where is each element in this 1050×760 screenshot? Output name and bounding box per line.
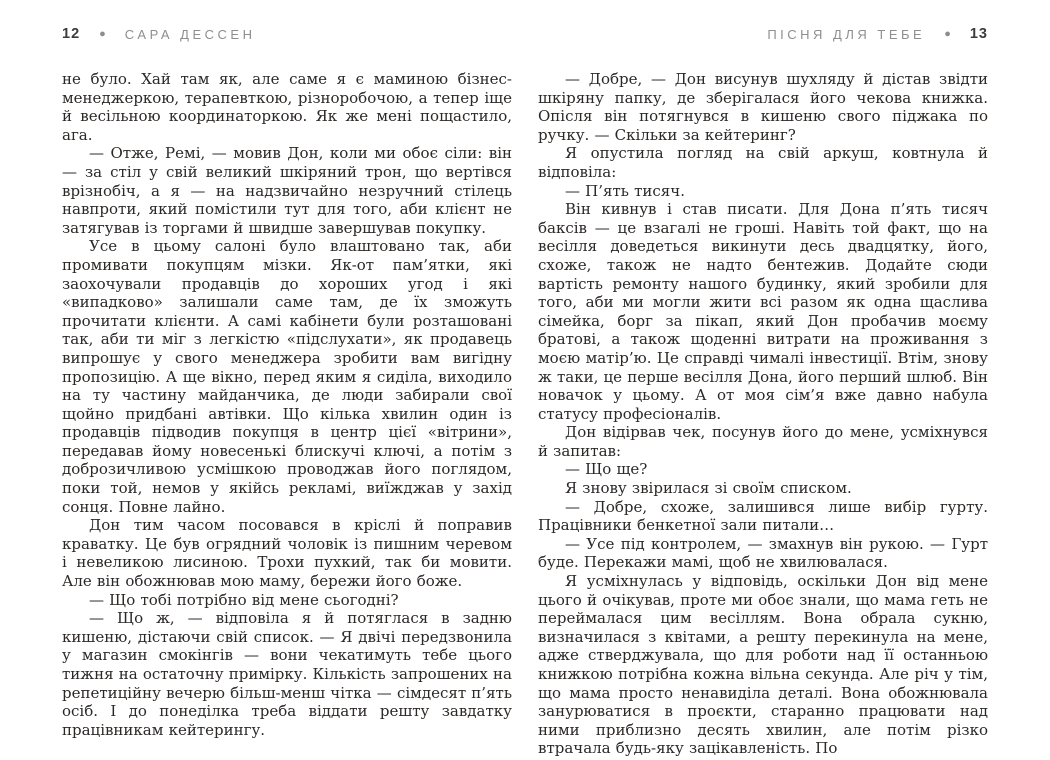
page-body-left <box>62 70 512 739</box>
page-right <box>538 26 988 760</box>
paragraph: Дон відірвав чек, посунув його до мене, усміхнувся й запитав: <box>538 423 988 460</box>
running-head-title: ПІСНЯ ДЛЯ ТЕБЕ <box>767 26 926 42</box>
paragraph: Я усміхнулась у відповідь, оскільки Дон від мене цього й очікував, проте ми обоє знали, що мама геть не переймалася цим весіллям. Вона обрала сукню, визначилася з квітами, а решту перекинула на мене, адже стверджувала, що для роботи над її останньою книжкою потрібна кожна вільна секунда. Але річ у тім, що мама просто ненавиділа деталі. Вона обожнювала занурюватися в проєкти, старанно працювати над ними приблизно десять хвилин, але потім різко втрачала будь-яку зацікавленість. По <box>538 572 988 758</box>
page-number-right: 13 <box>969 26 988 42</box>
page-left <box>62 26 512 760</box>
header-bullet-icon: ● <box>99 27 106 40</box>
paragraph: Я знову звірилася зі своїм списком. <box>565 479 852 498</box>
paragraph: не було. Хай там як, але саме я є маминою бізнес-менеджеркою, терапевткою, різноробочою, а тепер іще й весільною координаторкою. Як же мені пощастило, ага. <box>62 70 512 144</box>
page-number-left: 12 <box>62 26 81 42</box>
paragraph: Усе в цьому салоні було влаштовано так, аби промивати покупцям мізки. Як-от пам’ятки, які заохочували продавців до хороших угод і які «випадково» залишали саме там, де їх зможуть прочитати клієнти. А самі кабінети були розташовані так, аби ти міг з легкістю «підслухати», як продавець випрошує у свого менеджера зробити вам вигідну пропозицію. А ще вікно, перед яким я сиділа, виходило на ту частину майданчика, де люди забирали свої щойно придбані автівки. Що кілька хвилин один із продавців підводив покупця в центр цієї «вітрини», передавав йому новесенькі блискучі ключі, а потім з доброзичливою усмішкою проводжав його поглядом, поки той, немов у якійсь рекламі, виїжджав у захід сонця. Повне лайно. <box>62 237 512 516</box>
paragraph: — Добре, схоже, залишився лише вибір гурту. Працівники бенкетної зали питали… <box>538 497 988 535</box>
page-header-right <box>538 26 988 42</box>
running-head-author: САРА ДЕССЕН <box>124 26 256 42</box>
paragraph: Дон тим часом посовався в кріслі й поправив краватку. Це був огрядний чоловік із пишним черевом і невеликою лисиною. Трохи пухкий, так би мовити. Але він обожнював мою маму, бережи його боже. <box>62 516 512 591</box>
paragraph: — П’ять тисяч. <box>565 181 685 200</box>
paragraph: Я опустила погляд на свій аркуш, ковтнула й відповіла: <box>538 144 988 181</box>
paragraph: — Добре, — Дон висунув шухляду й дістав звідти шкіряну папку, де зберігалася його чекова книжка. Опісля він потягнувся в кишеню свого піджака по ручку. — Скільки за кейтеринг? <box>538 70 988 144</box>
paragraph: — Що ж, — відповіла я й потяглася в задню кишеню, дістаючи свій список. — Я двічі передзвонила у магазин смокінгів — вони чекатимуть тебе цього тижня на остаточну примірку. Кількість запрошених на репетиційну вечерю більш-менш чітка — сімдесят п’ять осіб. І до понеділка треба віддати решту завдатку працівникам кейтерингу. <box>62 609 512 739</box>
page-header-left <box>62 26 512 42</box>
paragraph: — Що ще? <box>565 460 648 479</box>
paragraph: — Що тобі потрібно від мене сьогодні? <box>89 590 399 609</box>
header-bullet-icon: ● <box>944 27 951 40</box>
page-body-right <box>538 70 988 758</box>
paragraph: — Усе під контролем, — змахнув він рукою. — Гурт буде. Перекажи мамі, щоб не хвилювалася. <box>538 534 988 572</box>
paragraph: — Отже, Ремі, — мовив Дон, коли ми обоє сіли: він — за стіл у свій великий шкіряний трон, що вертівся врізнобіч, а я — на надзвичайно незручний стілець навпроти, який помістили тут для того, аби клієнт не затягував із торгами й швидше завершував покупку. <box>62 144 512 237</box>
paragraph: Він кивнув і став писати. Для Дона п’ять тисяч баксів — це взагалі не гроші. Навіть той факт, що на весілля доведеться викинути десь двадцятку, його, схоже, також не надто бентежив. Додайте сюди вартість ремонту нашого будинку, який зробили для того, аби ми могли жити всі разом як одна щаслива сімейка, борг за пікап, який Дон пробачив моєму братові, а також щоденні витрати на проживання з моєю матір’ю. Це справді чималі інвестиції. Втім, знову ж таки, це перше весілля Дона, його перший шлюб. Він новачок у цьому. А от моя сім’я вже давно набула статусу професіоналів. <box>538 200 988 423</box>
